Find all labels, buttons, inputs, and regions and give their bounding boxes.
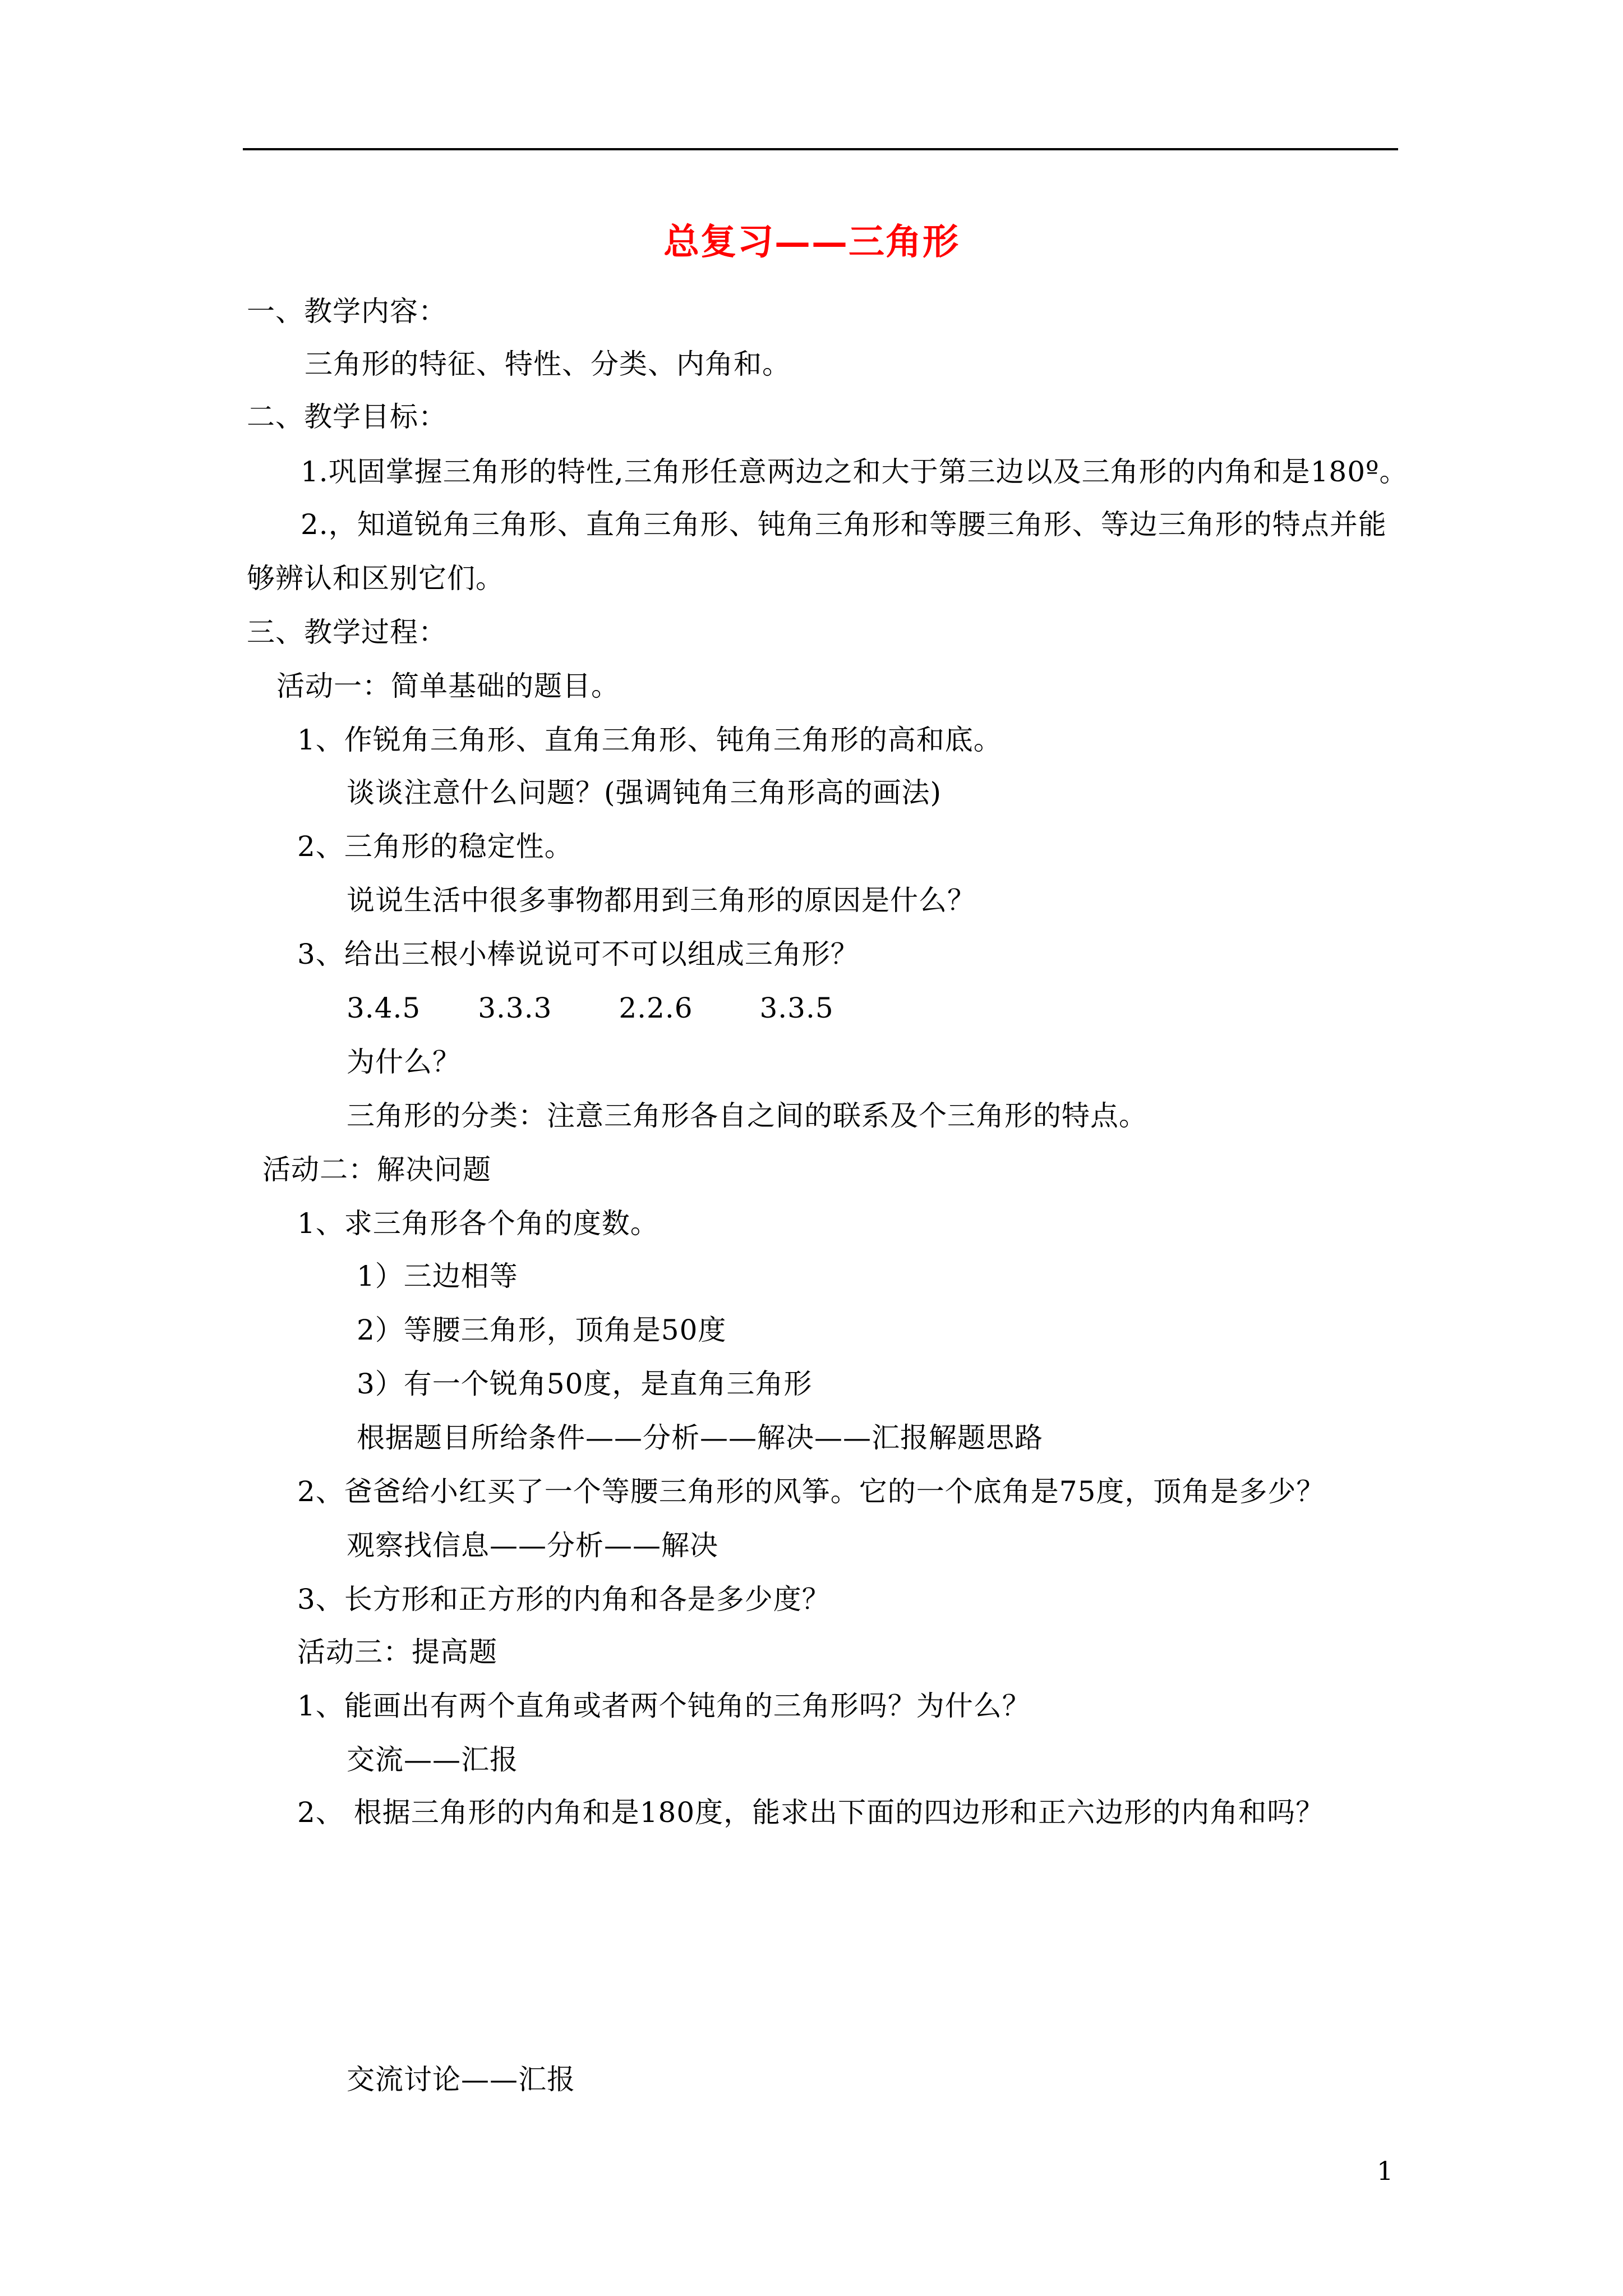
objective-item-1: 1.巩固掌握三角形的特性,三角形任意两边之和大于第三边以及三角形的内角和是180º。 (301, 455, 1408, 488)
list-item: 2、爸爸给小红买了一个等腰三角形的风筝。它的一个底角是75度，顶角是多少？ (297, 1475, 1325, 1508)
sub-item: 1）三边相等 (357, 1260, 518, 1292)
list-item-note: 三角形的分类：注意三角形各自之间的联系及个三角形的特点。 (347, 1099, 1147, 1132)
activity-heading-1: 活动一：简单基础的题目。 (276, 670, 620, 702)
document-title: 总复习——三角形 (663, 221, 960, 263)
activity-heading-2: 活动二：解决问题 (262, 1153, 491, 1186)
list-item: 2、 根据三角形的内角和是180度，能求出下面的四边形和正六边形的内角和吗？ (297, 1796, 1325, 1829)
list-item: 1、求三角形各个角的度数。 (297, 1207, 659, 1240)
section-heading-process: 三、教学过程： (247, 616, 447, 648)
sub-item: 2）等腰三角形，顶角是50度 (357, 1314, 727, 1346)
list-item-note: 观察找信息——分析——解决 (347, 1529, 718, 1562)
closing-note: 交流讨论——汇报 (347, 2063, 575, 2096)
list-item: 2、三角形的稳定性。 (297, 830, 573, 863)
sub-item: 3）有一个锐角50度，是直角三角形 (357, 1368, 813, 1400)
section-heading-objectives: 二、教学目标： (247, 401, 447, 433)
objective-item-2-continued: 够辨认和区别它们。 (247, 562, 504, 595)
activity-heading-3: 活动三：提高题 (297, 1636, 497, 1668)
header-rule (243, 148, 1398, 150)
section-heading-content: 一、教学内容： (247, 295, 447, 328)
list-item: 3、给出三根小棒说说可不可以组成三角形？ (297, 938, 859, 970)
list-item: 1、能画出有两个直角或者两个钝角的三角形吗？为什么？ (297, 1690, 1031, 1722)
list-item: 3、长方形和正方形的内角和各是多少度？ (297, 1583, 831, 1616)
list-item: 1、作锐角三角形、直角三角形、钝角三角形的高和底。 (297, 724, 1002, 756)
objective-item-2: 2.，知道锐角三角形、直角三角形、钝角三角形和等腰三角形、等边三角形的特点并能 (301, 508, 1387, 541)
list-item-note: 为什么？ (347, 1046, 461, 1078)
list-item-note: 谈谈注意什么问题？(强调钝角三角形高的画法) (347, 776, 942, 809)
paragraph-content: 三角形的特征、特性、分类、内角和。 (305, 348, 791, 380)
list-item-note: 说说生活中很多事物都用到三角形的原因是什么？ (347, 884, 976, 917)
stick-lengths: 3.4.5 3.3.3 2.2.6 3.3.5 (347, 992, 834, 1024)
page-number: 1 (1377, 2156, 1394, 2186)
list-item-note: 根据题目所给条件——分析——解决——汇报解题思路 (357, 1421, 1043, 1454)
list-item-note: 交流——汇报 (347, 1743, 518, 1776)
